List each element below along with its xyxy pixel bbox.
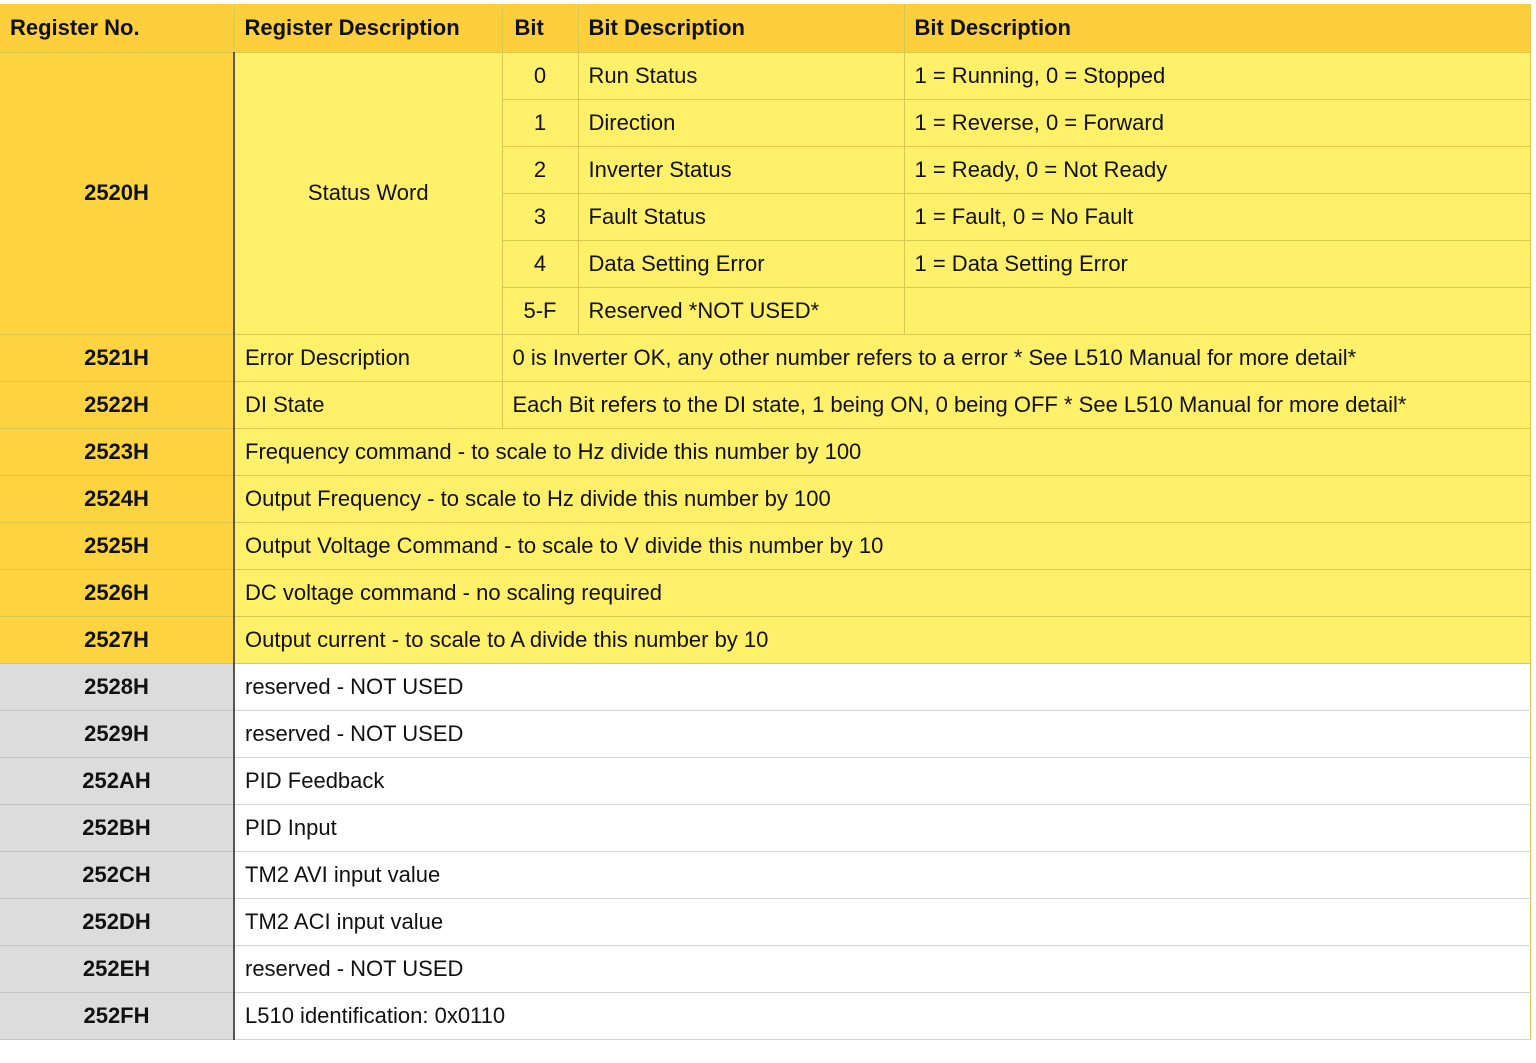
table-row: [0, 898, 1530, 945]
register-description: L510 identification: 0x0110: [234, 992, 1530, 1039]
register-number: 2521H: [0, 334, 234, 381]
register-table: [0, 4, 1531, 1040]
table-row: [0, 663, 1530, 710]
bit-name: Inverter Status: [578, 146, 904, 193]
table-row: [0, 757, 1530, 804]
register-description: DC voltage command - no scaling required: [234, 569, 1530, 616]
register-description: PID Input: [234, 804, 1530, 851]
register-number: 252CH: [0, 851, 234, 898]
bit-name: Data Setting Error: [578, 240, 904, 287]
bit-number: 3: [502, 193, 578, 240]
register-number: 252AH: [0, 757, 234, 804]
register-description: reserved - NOT USED: [234, 710, 1530, 757]
header-register-description: Register Description: [234, 4, 502, 52]
table-row: [0, 52, 1530, 99]
bit-number: 2: [502, 146, 578, 193]
register-detail: 0 is Inverter OK, any other number refers to a error * See L510 Manual for more detail*: [502, 334, 1530, 381]
bit-value: [904, 287, 1530, 334]
bit-value: 1 = Data Setting Error: [904, 240, 1530, 287]
bit-number: 4: [502, 240, 578, 287]
register-number: 252EH: [0, 945, 234, 992]
table-row: [0, 522, 1530, 569]
register-description: Error Description: [234, 334, 502, 381]
bit-value: 1 = Ready, 0 = Not Ready: [904, 146, 1530, 193]
table-row: [0, 381, 1530, 428]
table-row: [0, 616, 1530, 663]
register-description: Output current - to scale to A divide this number by 10: [234, 616, 1530, 663]
bit-name: Reserved *NOT USED*: [578, 287, 904, 334]
register-description: Status Word: [234, 52, 502, 334]
register-number: 2526H: [0, 569, 234, 616]
header-bit-value-description: Bit Description: [904, 4, 1530, 52]
bit-name: Direction: [578, 99, 904, 146]
register-description: PID Feedback: [234, 757, 1530, 804]
table-row: [0, 475, 1530, 522]
register-number: 2528H: [0, 663, 234, 710]
bit-value: 1 = Fault, 0 = No Fault: [904, 193, 1530, 240]
register-description: Output Voltage Command - to scale to V divide this number by 10: [234, 522, 1530, 569]
table-row: [0, 804, 1530, 851]
header-bit: Bit: [502, 4, 578, 52]
register-description: TM2 AVI input value: [234, 851, 1530, 898]
register-description: Output Frequency - to scale to Hz divide this number by 100: [234, 475, 1530, 522]
bit-name: Fault Status: [578, 193, 904, 240]
register-number: 2520H: [0, 52, 234, 334]
bit-number: 5-F: [502, 287, 578, 334]
header-bit-description: Bit Description: [578, 4, 904, 52]
register-number: 252DH: [0, 898, 234, 945]
register-description: Frequency command - to scale to Hz divide this number by 100: [234, 428, 1530, 475]
bit-value: 1 = Running, 0 = Stopped: [904, 52, 1530, 99]
register-number: 2525H: [0, 522, 234, 569]
register-description: reserved - NOT USED: [234, 945, 1530, 992]
table-row: [0, 851, 1530, 898]
register-description: TM2 ACI input value: [234, 898, 1530, 945]
table-row: [0, 334, 1530, 381]
bit-number: 0: [502, 52, 578, 99]
bit-number: 1: [502, 99, 578, 146]
register-number: 2527H: [0, 616, 234, 663]
table-header-row: [0, 4, 1530, 52]
register-detail: Each Bit refers to the DI state, 1 being ON, 0 being OFF * See L510 Manual for more detail*: [502, 381, 1530, 428]
register-number: 2529H: [0, 710, 234, 757]
register-number: 252FH: [0, 992, 234, 1039]
register-description: reserved - NOT USED: [234, 663, 1530, 710]
register-number: 252BH: [0, 804, 234, 851]
bit-name: Run Status: [578, 52, 904, 99]
register-number: 2524H: [0, 475, 234, 522]
register-description: DI State: [234, 381, 502, 428]
table-row: [0, 945, 1530, 992]
register-number: 2522H: [0, 381, 234, 428]
register-number: 2523H: [0, 428, 234, 475]
table-row: [0, 428, 1530, 475]
table-row: [0, 569, 1530, 616]
table-row: [0, 992, 1530, 1039]
bit-value: 1 = Reverse, 0 = Forward: [904, 99, 1530, 146]
table-row: [0, 710, 1530, 757]
header-register-no: Register No.: [0, 4, 234, 52]
